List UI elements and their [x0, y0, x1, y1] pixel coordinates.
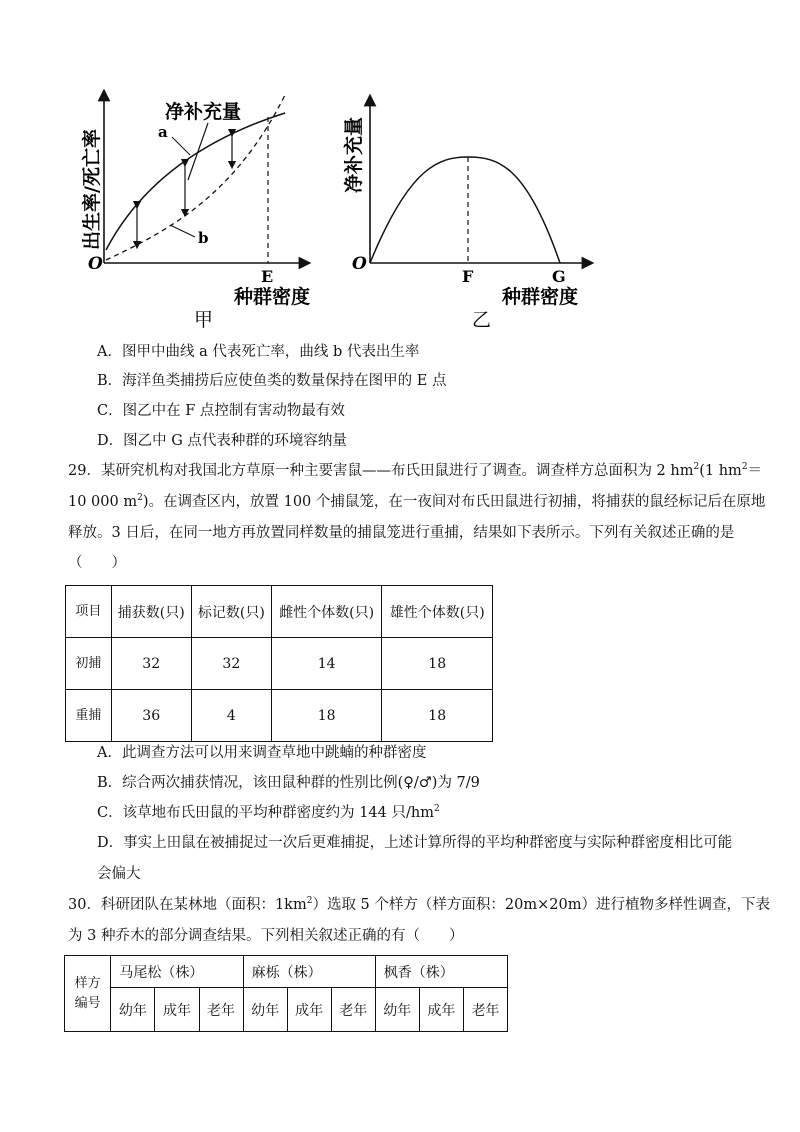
figure-yi	[330, 85, 600, 335]
q30-stem-line2: 为 3 种乔木的部分调查结果。下列相关叙述正确的有（ ）	[68, 928, 464, 944]
q28-option-b: B．海洋鱼类捕捞后应使鱼类的数量保持在图甲的 E 点	[97, 373, 447, 389]
curve-b-leader	[170, 225, 195, 237]
q29-stem-line1: 29．某研究机构对我国北方草原一种主要害鼠——布氏田鼠进行了调查。调查样方总面积为 2 $hm^2(1$ $hm^2=$	[68, 462, 763, 479]
table-cell: 32	[191, 638, 271, 690]
table-header-male: 雄性个体数(只)	[382, 586, 493, 638]
q28-option-d: D．图乙中 G 点代表种群的环境容纳量	[97, 433, 347, 449]
q29-stem-line2: 10 000 $m^2$)。在调查区内，放置 100 个捕鼠笼，在一夜间对布氏田鼠进行初捕，将捕获的鼠经标记后在原地	[68, 493, 766, 510]
table-cell: 32	[111, 638, 191, 690]
age-adult: 成年	[419, 988, 463, 1032]
age-juvenile: 幼年	[111, 988, 155, 1032]
q30-stem-line1: 30．科研团队在某林地（面积：$1km^2$）选取 5 个样方（样方面积：20m×20m）进行植物多样性调查，下表	[68, 896, 770, 913]
table-header-captured: 捕获数(只)	[111, 586, 191, 638]
jia-callout: 净补充量	[165, 101, 242, 123]
table-cell: 18	[271, 690, 382, 742]
jia-ylabel: 出生率/死亡率	[81, 129, 103, 250]
table-header-female: 雌性个体数(只)	[271, 586, 382, 638]
net-supplement-curve	[370, 157, 560, 263]
q29-option-d-line2: 会偏大	[97, 866, 141, 882]
table-cell: 18	[382, 638, 493, 690]
table-cell: 14	[271, 638, 382, 690]
table-cell: 18	[382, 690, 493, 742]
q29-option-c: C．该草地布氏田鼠的平均种群密度约为 144 只$/hm^2$	[97, 804, 440, 821]
q28-option-c: C．图乙中在 F 点控制有害动物最有效	[97, 403, 345, 419]
q29-option-a: A．此调查方法可以用来调查草地中跳蝻的种群密度	[97, 745, 427, 761]
age-adult: 成年	[287, 988, 331, 1032]
q28-option-a: A．图甲中曲线 a 代表死亡率，曲线 b 代表出生率	[97, 344, 420, 360]
yi-xlabel: 种群密度	[502, 286, 579, 308]
q29-option-b: B．综合两次捕获情况，该田鼠种群的性别比例(♀/♂)为 7/9	[97, 775, 480, 791]
q29-stem-line4: （ ）	[68, 555, 126, 571]
sample-number-header: 样方编号	[65, 956, 111, 1032]
jia-curve-a-label: a	[158, 123, 168, 141]
age-adult: 成年	[155, 988, 199, 1032]
species-header-masson-pine: 马尾松（株）	[111, 956, 243, 988]
q29-stem-line3: 释放。3 日后，在同一地方再放置同样数量的捕鼠笼进行重捕，结果如下表所示。下列有关叙述正确的是	[68, 525, 735, 541]
table-cell: 36	[111, 690, 191, 742]
age-old: 老年	[331, 988, 375, 1032]
age-juvenile: 幼年	[243, 988, 287, 1032]
curve-a	[106, 113, 285, 250]
yi-ylabel: 净补充量	[343, 116, 365, 193]
jia-xlabel: 种群密度	[234, 286, 311, 308]
jia-origin: O	[88, 254, 103, 274]
curve-a-leader	[172, 137, 190, 155]
table-header-marked: 标记数(只)	[191, 586, 271, 638]
species-header-sweetgum: 枫香（株）	[375, 956, 507, 988]
callout-leader	[188, 123, 208, 180]
yi-origin: O	[352, 254, 367, 274]
table-row	[66, 638, 493, 690]
age-juvenile: 幼年	[375, 988, 419, 1032]
q30-table	[64, 955, 508, 1032]
figure-jia	[60, 85, 320, 335]
age-old: 老年	[199, 988, 243, 1032]
q29-table	[65, 585, 493, 742]
table-cell: 4	[191, 690, 271, 742]
species-header-oak: 麻栎（株）	[243, 956, 375, 988]
row-label: 重捕	[66, 690, 112, 742]
jia-curve-b-label: b	[198, 229, 209, 247]
table-header-item: 项目	[66, 586, 112, 638]
q29-option-d-line1: D．事实上田鼠在被捕捉过一次后更难捕捉，上述计算所得的平均种群密度与实际种群密度相比可能	[97, 835, 733, 851]
yi-caption: 乙	[472, 309, 492, 331]
jia-caption: 甲	[194, 309, 214, 331]
jia-xtick-e: E	[261, 267, 274, 286]
age-old: 老年	[463, 988, 507, 1032]
yi-xtick-g: G	[552, 267, 566, 286]
row-label: 初捕	[66, 638, 112, 690]
table-row	[66, 690, 493, 742]
yi-xtick-f: F	[462, 267, 474, 286]
